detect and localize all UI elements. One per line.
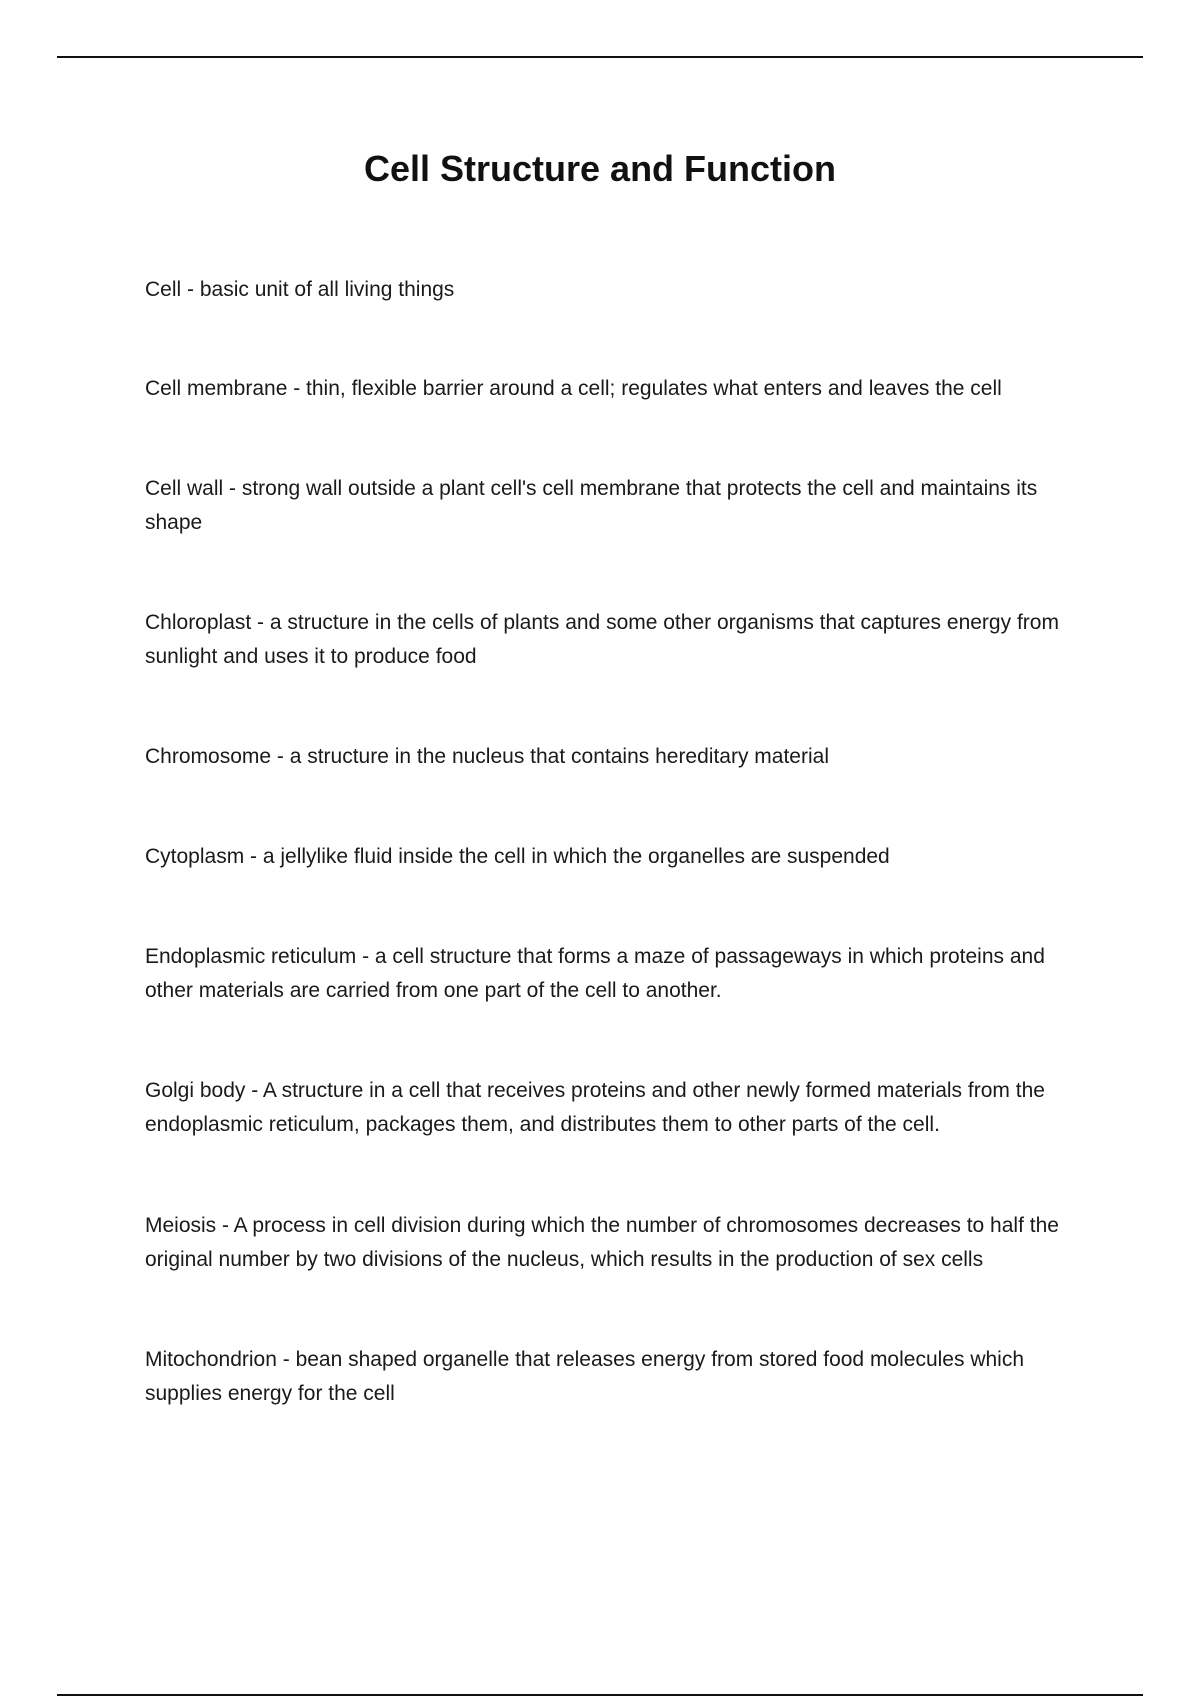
term-mitochondrion: Mitochondrion - bean shaped organelle that releases energy from stored food molecules which supplies energy for the cell — [145, 1348, 1025, 1405]
term-cell: Cell - basic unit of all living things — [145, 278, 455, 301]
term-golgi-body: Golgi body - A structure in a cell that receives proteins and other newly formed materials from the endoplasmic reticulum, packages them, and distributes them to other parts of the cell. — [145, 1079, 1045, 1136]
term-chromosome: Chromosome - a structure in the nucleus that contains hereditary material — [145, 745, 829, 768]
page-title: Cell Structure and Function — [363, 148, 837, 189]
term-endoplasmic-reticulum: Endoplasmic reticulum - a cell structure that forms a maze of passageways in which proteins and other materials are carried from one part of the cell to another. — [145, 945, 1045, 1002]
term-meiosis: Meiosis - A process in cell division during which the number of chromosomes decreases to half the original number by two divisions of the nucleus, which results in the production of sex cells — [145, 1214, 1059, 1271]
term-cell-wall: Cell wall - strong wall outside a plant cell's cell membrane that protects the cell and maintains its shape — [145, 477, 1038, 534]
term-cell-membrane: Cell membrane - thin, flexible barrier around a cell; regulates what enters and leaves the cell — [145, 377, 1002, 400]
term-chloroplast: Chloroplast - a structure in the cells of plants and some other organisms that captures energy from sunlight and uses it to produce food — [145, 611, 1059, 668]
bottom-divider — [57, 1694, 1143, 1696]
term-cytoplasm: Cytoplasm - a jellylike fluid inside the cell in which the organelles are suspended — [145, 845, 890, 868]
top-divider — [57, 56, 1143, 58]
